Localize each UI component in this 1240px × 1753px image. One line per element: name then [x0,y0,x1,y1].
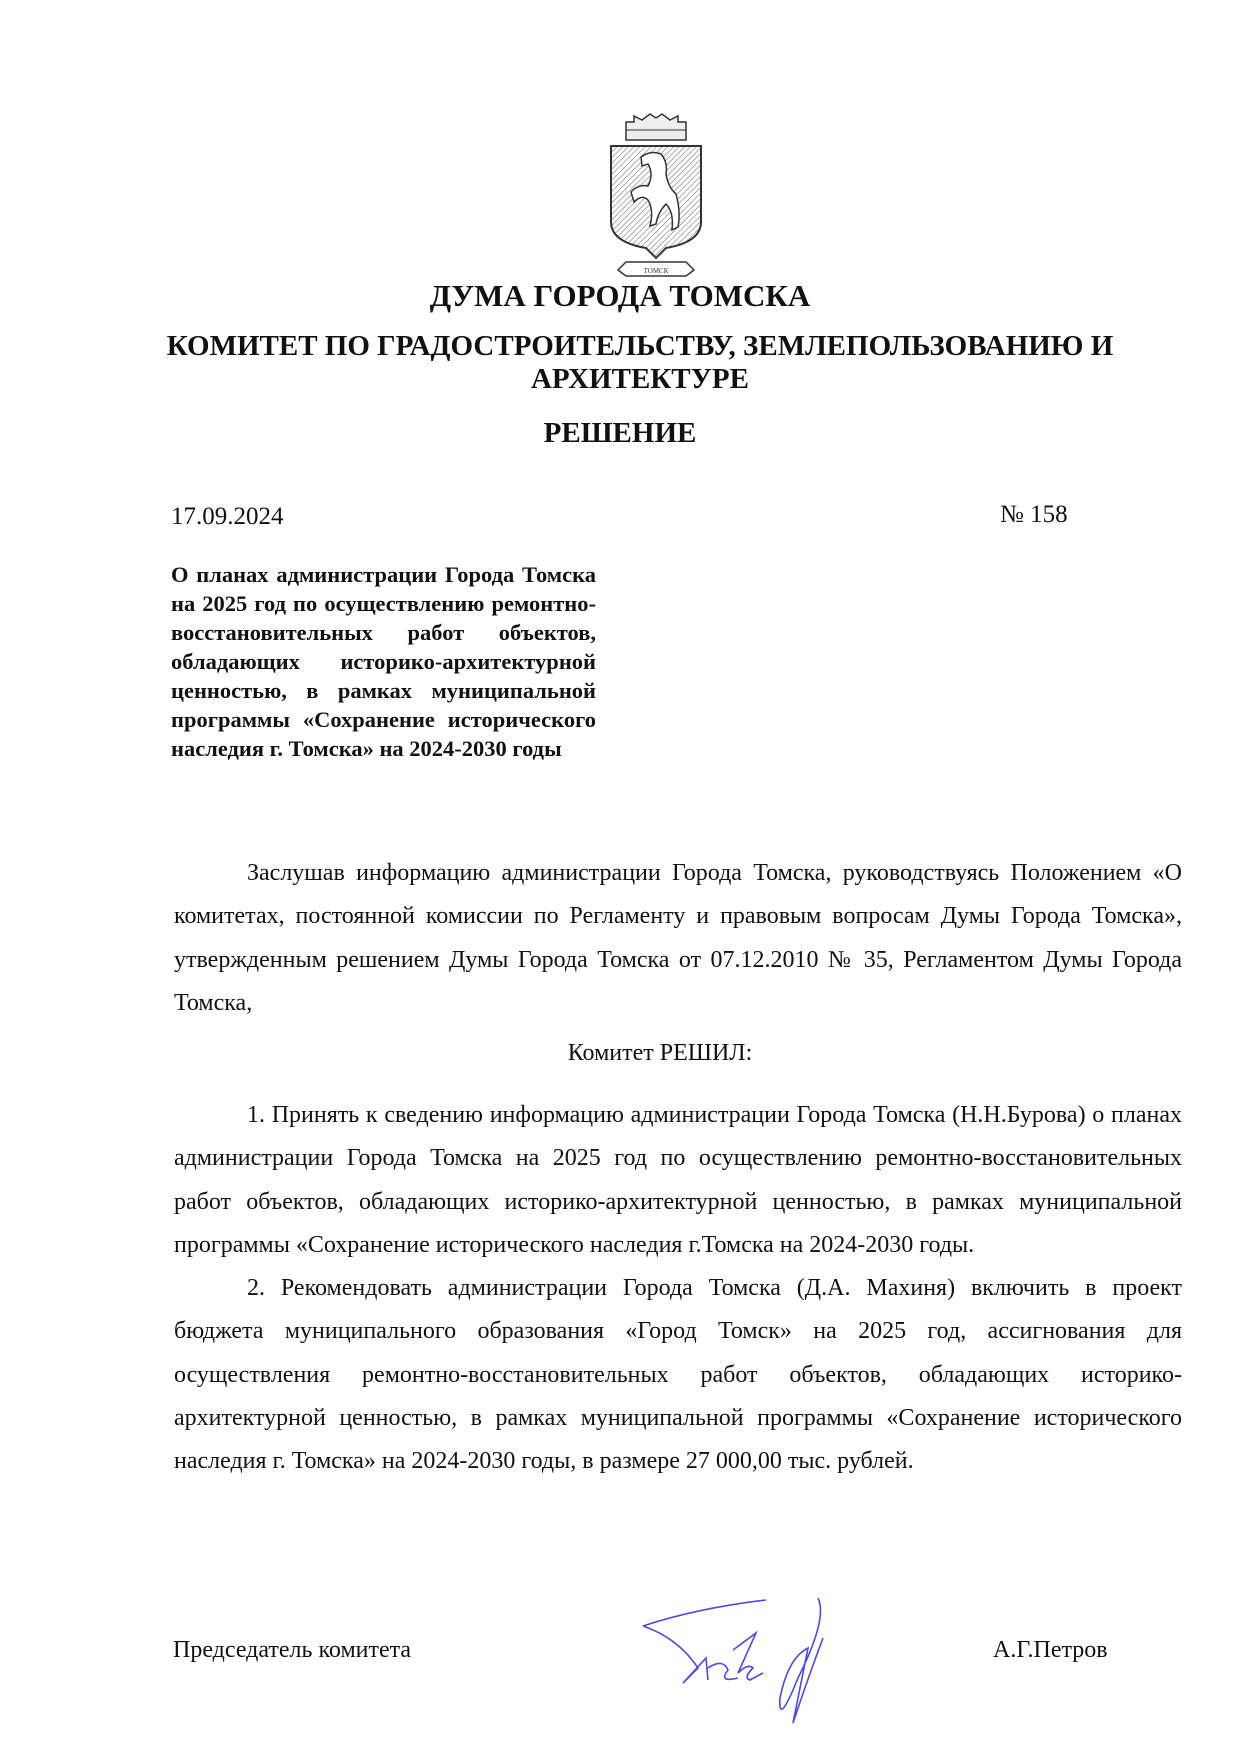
handwritten-signature [638,1598,888,1728]
city-coat-of-arms-emblem [606,112,706,282]
preamble-text: Заслушав информацию администрации Города Томска, руководствуясь Положением «О комитетах, постоянной комиссии по Регламенту и правовым вопросам Думы Города Томска», утвержденным решением Думы Города Томска от 07.12.2010 № 35, Регламентом Думы Города Томска, [174,860,1182,1016]
resolved-heading: Комитет РЕШИЛ: [567,1040,753,1066]
document-subject: О планах администрации Города Томска на 2025 год по осуществлению ремонтно-восстановительных работ объектов, обладающих историко-архитектурной ценностью, в рамках муниципальной программы «Сохранение исторического наследия г. Томска» на 2024-2030 годы [171,562,596,761]
resolution-item: 1. Принять к сведению информацию администрации Города Томска (Н.Н.Бурова) о планах администрации Города Томска на 2025 год по осуществлению ремонтно-восстановительных работ объектов, обладающих историко-архитектурной ценностью, в рамках муниципальной программы «Сохранение исторического наследия г.Томска на 2024-2030 годы. [174,1102,1182,1258]
emblem-motto: ТОМСК [643,267,669,275]
signer-name: А.Г.Петров [993,1637,1108,1663]
resolution-item: 2. Рекомендовать администрации Города Томска (Д.А. Махиня) включить в проект бюджета муниципального образования «Город Томск» на 2025 год, ассигнования для осуществления ремонтно-восстановительных работ объектов, обладающих историко-архитектурной ценностью, в рамках муниципальной программы «Сохранение исторического наследия г. Томска» на 2024-2030 годы, в размере 27 000,00 тыс. рублей. [174,1275,1182,1475]
preamble [174,852,1182,1025]
committee-title: КОМИТЕТ ПО ГРАДОСТРОИТЕЛЬСТВУ, ЗЕМЛЕПОЛЬЗОВАНИЮ И АРХИТЕКТУРЕ [166,330,1114,395]
document-number: № 158 [1000,501,1068,528]
document-type-title: РЕШЕНИЕ [543,417,697,449]
resolution-items [174,1094,1182,1484]
organization-title: ДУМА ГОРОДА ТОМСКА [429,278,811,313]
document-date: 17.09.2024 [171,503,284,530]
signer-position: Председатель комитета [173,1637,412,1663]
